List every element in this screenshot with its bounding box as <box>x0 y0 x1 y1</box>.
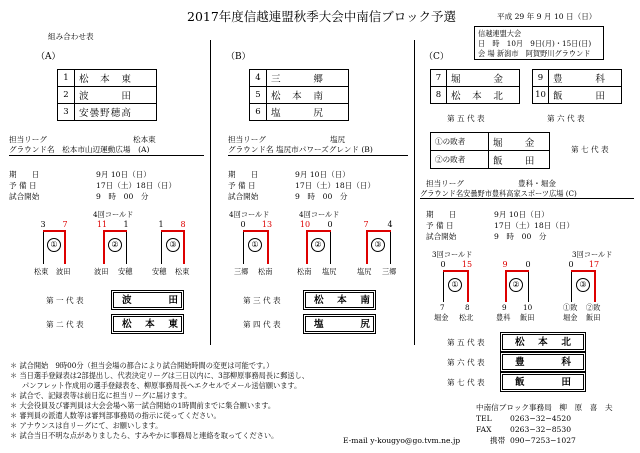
league-label: 担当リーグ <box>228 135 266 144</box>
group-c-label: （C） <box>424 52 449 62</box>
score: 10 <box>299 220 311 229</box>
game-number: ③ <box>166 238 180 252</box>
team-row <box>250 70 349 87</box>
team-number: 2 <box>58 87 75 104</box>
team-no: 7 <box>440 303 445 312</box>
game-number: ① <box>448 278 462 292</box>
league-team: 松本東 <box>133 135 156 144</box>
bracket-note: 4回コールド <box>229 210 270 219</box>
team-abbr: 波田 <box>94 267 109 276</box>
team-row <box>250 87 349 104</box>
team-abbr: 三郷 <box>234 267 249 276</box>
date-value: 9月 10日（日） <box>295 170 350 179</box>
team-no: 飯田 <box>586 313 601 322</box>
team-number: 6 <box>250 104 267 121</box>
notice-line1: 信越連盟大会 <box>478 29 522 38</box>
score: 9 <box>502 260 508 269</box>
win-line <box>505 270 529 272</box>
team-row <box>431 87 520 104</box>
note-item: ＊ 審判員の派遣人数等は審判部事務局の指示に従ってください。 <box>10 411 221 420</box>
bracket-note: 4回コールド <box>299 210 340 219</box>
team-row <box>58 70 157 87</box>
fax-label: FAX <box>476 425 492 434</box>
loser-team: 堀 金 <box>489 133 550 151</box>
team-no: 10 <box>523 303 533 312</box>
game-number: ③ <box>576 278 590 292</box>
bracket-line <box>161 230 162 264</box>
reserve-label: 予 備 日 <box>426 221 454 230</box>
loser-label: ②の敗者 <box>431 151 489 169</box>
score: 0 <box>525 260 531 269</box>
team-abbr: 松南 <box>297 267 312 276</box>
team-name: 塩 尻 <box>267 104 349 121</box>
score: 4 <box>387 220 393 229</box>
team-number: 8 <box>431 87 447 104</box>
team-name: 波 田 <box>75 87 157 104</box>
start-value: 9 時 00 分 <box>295 192 348 201</box>
score: 1 <box>158 220 164 229</box>
group-a-label: （A） <box>36 52 61 62</box>
mobile-label: 携帯 <box>490 436 506 445</box>
win-line <box>443 270 469 272</box>
reserve-label: 予 備 日 <box>228 181 256 190</box>
start-value: 9 時 00 分 <box>96 192 149 201</box>
team-abbr: 波田 <box>56 267 71 276</box>
rep-label: 第 四 代 表 <box>243 320 281 329</box>
loser-row <box>431 151 550 169</box>
score: 0 <box>240 220 246 229</box>
score: 1 <box>123 220 129 229</box>
team-name: 飯 田 <box>549 87 622 104</box>
note-item <box>22 382 301 389</box>
group-c-team-table-left <box>430 69 520 104</box>
note-item: ＊ 試合で、記録表等は前日迄に担当リーグに届けます。 <box>10 391 192 400</box>
seventh-rep-label: 第 七 代 表 <box>571 145 609 154</box>
date-label: 期 日 <box>228 170 259 179</box>
win-line <box>267 230 269 264</box>
game-number: ③ <box>371 238 385 252</box>
win-line <box>366 230 368 264</box>
score: 3 <box>40 220 46 229</box>
team-number: 5 <box>250 87 267 104</box>
league-label: 担当リーグ <box>426 179 464 188</box>
team-row <box>250 104 349 121</box>
win-line <box>43 230 66 232</box>
win-line <box>103 230 127 232</box>
group-c-team-table-right <box>532 69 622 104</box>
team-name: 松 本 東 <box>75 70 157 87</box>
team-number: 7 <box>431 70 447 87</box>
win-line <box>103 230 105 264</box>
score: 8 <box>180 220 186 229</box>
team-abbr: 松南 <box>258 267 273 276</box>
win-line <box>366 230 391 232</box>
start-label: 試合開始 <box>426 232 457 241</box>
note-item: ＊ 当日選手登録表は2部提出し、代表決定リーグは三日以内に、3部柳原事務局長に郵送し、 <box>10 371 309 380</box>
score: 13 <box>261 220 273 229</box>
game-number: ① <box>248 238 262 252</box>
team-name: 松 本 北 <box>447 87 520 104</box>
column-divider-1 <box>210 40 211 345</box>
score: 7 <box>62 220 68 229</box>
reserve-value: 17日（土）18日（日） <box>96 181 177 190</box>
team-row <box>58 87 157 104</box>
team-number: 4 <box>250 70 267 87</box>
contact-office: 中南信ブロック事務局 柳 原 喜 夫 <box>476 403 613 412</box>
win-line <box>505 270 507 302</box>
score: 11 <box>96 220 108 229</box>
bracket-note: 4回コールド <box>93 210 134 219</box>
note-item: ＊ 試合開始 9時00分（担当会場の都合により試合開始時間の変更は可能です。） <box>10 361 274 370</box>
notice-line2: 日 時 10月 9日(月)・15日(日) <box>478 39 592 48</box>
team-abbr: 安穂 <box>118 267 133 276</box>
team-no: 9 <box>502 303 507 312</box>
bracket-line <box>126 230 127 264</box>
subtitle: 組み合わせ表 <box>48 32 94 41</box>
rep-label: 第 六 代 表 <box>447 358 485 367</box>
fifth-rep-label: 第 五 代 表 <box>447 114 485 123</box>
reserve-value: 17日（土）18日（日） <box>494 221 575 230</box>
tel-label: TEL <box>476 414 492 423</box>
team-number: 9 <box>533 70 549 87</box>
note-text: パンフレット作成用の選手登録表を、柳原事務局長へエクセルでメール送信願います。 <box>22 381 302 390</box>
team-row <box>431 70 520 87</box>
rep-box <box>111 290 184 310</box>
fax-number: 0263−32−8530 <box>510 425 572 434</box>
notice-line3: 会 場 新潟市 阿賀野川グラウンド <box>478 49 591 58</box>
rep-label: 第 五 代 表 <box>447 338 485 347</box>
team-abbr: 豊科 <box>496 313 511 322</box>
team-abbr: 塩尻 <box>357 267 372 276</box>
notice-box <box>474 26 604 60</box>
mobile-number: 090−7253−1027 <box>510 436 576 445</box>
game-number: ② <box>509 278 523 292</box>
team-abbr: 安穂 <box>152 267 167 276</box>
bracket-line <box>330 230 331 264</box>
score: 0 <box>327 220 333 229</box>
rep-label: 第 一 代 表 <box>46 296 84 305</box>
sixth-rep-label: 第 六 代 表 <box>547 114 585 123</box>
score: 0 <box>568 260 574 269</box>
bracket-line <box>571 270 572 302</box>
start-value: 9 時 00 分 <box>494 232 547 241</box>
league-label: 担当リーグ <box>9 135 47 144</box>
team-abbr: 飯田 <box>520 313 535 322</box>
note-text: 試合当日不明な点がありましたら、すみやかに事務局と連絡を取ってください。 <box>19 431 279 440</box>
game-number: ① <box>47 238 61 252</box>
win-line <box>467 270 469 302</box>
note-text: 審判員の派遣人数等は審判部事務局の指示に従ってください。 <box>19 411 221 420</box>
game-number: ② <box>311 238 325 252</box>
ground-name: グラウンド名 塩尻市パワーズグレンド (B) <box>228 146 408 156</box>
date-value: 9月 10日（日） <box>96 170 151 179</box>
team-name: 堀 金 <box>447 70 520 87</box>
date-value: 9月 10日（日） <box>494 210 549 219</box>
team-name: 三 郷 <box>267 70 349 87</box>
bracket-line <box>528 270 529 302</box>
note-text: アナウンスは自リーグにて、お願いします。 <box>19 421 163 430</box>
team-name: 豊 科 <box>549 70 622 87</box>
bracket-line <box>43 230 44 264</box>
score: 15 <box>461 260 473 269</box>
reserve-value: 17日（土）18日（日） <box>295 181 376 190</box>
date-label: 期 日 <box>426 210 457 219</box>
team-name: 松 本 南 <box>267 87 349 104</box>
group-c-losers-table <box>430 132 550 169</box>
rep-team: 波 田 <box>122 295 180 306</box>
group-a-team-table <box>57 69 157 121</box>
win-line <box>594 270 596 302</box>
win-line <box>243 230 269 232</box>
note-text: 当日選手登録表は2部提出し、代表決定リーグは三日以内に、3部柳原事務局長に郵送し、 <box>19 371 309 380</box>
rep-team: 松 本 東 <box>122 319 180 330</box>
rep-label: 第 二 代 表 <box>46 320 84 329</box>
date-label: 期 日 <box>9 170 40 179</box>
bracket-note: 3回コールド <box>432 250 473 259</box>
rep-label: 第 三 代 表 <box>243 296 281 305</box>
win-line <box>306 230 331 232</box>
loser-label: ①の敗者 <box>431 133 489 151</box>
team-no: 堀金 <box>563 313 578 322</box>
win-line <box>183 230 185 264</box>
team-row <box>58 104 157 121</box>
team-number: 3 <box>58 104 75 121</box>
team-number: 1 <box>58 70 75 87</box>
rep-team: 松 本 南 <box>314 295 372 306</box>
column-divider-2 <box>414 40 415 345</box>
page-title: 2017年度信越連盟秋季大会中南信ブロック予選 <box>187 9 457 24</box>
start-label: 試合開始 <box>228 192 259 201</box>
rep-box <box>500 332 586 352</box>
league-team: 豊科・堀金 <box>518 179 556 188</box>
note-item: ＊ 大会役員及び審判員は大会会場へ第一試合開始の1時間前までに集合願います。 <box>10 401 276 410</box>
note-item: ＊ 試合当日不明な点がありましたら、すみやかに事務局と連絡を取ってください。 <box>10 431 279 440</box>
team-abbr: 堀金 <box>434 313 449 322</box>
rep-box <box>500 372 586 392</box>
win-line <box>571 270 596 272</box>
bracket-line <box>443 270 444 302</box>
rep-box <box>111 314 184 334</box>
note-item: ＊ アナウンスは自リーグにて、お願いします。 <box>10 421 163 430</box>
start-label: 試合開始 <box>9 192 40 201</box>
team-abbr: 松北 <box>459 313 474 322</box>
bracket-note: 3回コールド <box>572 250 613 259</box>
team-abbr: 塩尻 <box>322 267 337 276</box>
bracket-line <box>390 230 391 264</box>
rep-team: 飯 田 <box>515 377 573 388</box>
note-text: 大会役員及び審判員は大会会場へ第一試合開始の1時間前までに集合願います。 <box>19 401 276 410</box>
team-row <box>533 70 622 87</box>
win-line <box>64 230 66 264</box>
team-abbr: 松東 <box>34 267 49 276</box>
loser-row <box>431 133 550 151</box>
issue-date: 平成 29 年 9 月 10 日（日） <box>497 12 597 21</box>
rep-team: 松 本 北 <box>515 337 573 348</box>
note-text: 試合で、記録表等は前日迄に担当リーグに届けます。 <box>19 391 192 400</box>
score: 7 <box>363 220 369 229</box>
game-number: ② <box>108 238 122 252</box>
score: 0 <box>440 260 446 269</box>
note-text: 試合開始 9時00分（担当会場の都合により試合開始時間の変更は可能です。） <box>19 361 274 370</box>
win-line <box>161 230 185 232</box>
team-abbr: 松東 <box>175 267 190 276</box>
team-number: 10 <box>533 87 549 104</box>
rep-box <box>500 352 586 372</box>
reserve-label: 予 備 日 <box>9 181 37 190</box>
bracket-line <box>243 230 244 264</box>
rep-team: 塩 尻 <box>314 319 372 330</box>
team-abbr: 三郷 <box>382 267 397 276</box>
rep-box <box>303 290 376 310</box>
email: E-mail y-kougyo@go.tvm.ne.jp <box>343 436 461 445</box>
score: 17 <box>588 260 600 269</box>
team-row <box>533 87 622 104</box>
rep-box <box>303 314 376 334</box>
group-b-team-table <box>249 69 349 121</box>
loser-team: 飯 田 <box>489 151 550 169</box>
team-abbr: ②敗 <box>586 303 601 312</box>
win-line <box>306 230 308 264</box>
ground-name: グラウンド名 松本市山辺運動広場 (A) <box>9 146 204 156</box>
rep-label: 第 七 代 表 <box>447 378 485 387</box>
ground-name: グラウンド名安曇野市豊科高家スポーツ広場 (C) <box>420 190 634 199</box>
rep-team: 豊 科 <box>515 357 573 368</box>
team-abbr: ①敗 <box>563 303 578 312</box>
team-name: 安曇野穂高 <box>75 104 157 121</box>
group-b-label: （B） <box>226 52 251 62</box>
league-team: 塩尻 <box>330 135 346 144</box>
tel-number: 0263−32−4520 <box>510 414 572 423</box>
team-no: 8 <box>465 303 470 312</box>
